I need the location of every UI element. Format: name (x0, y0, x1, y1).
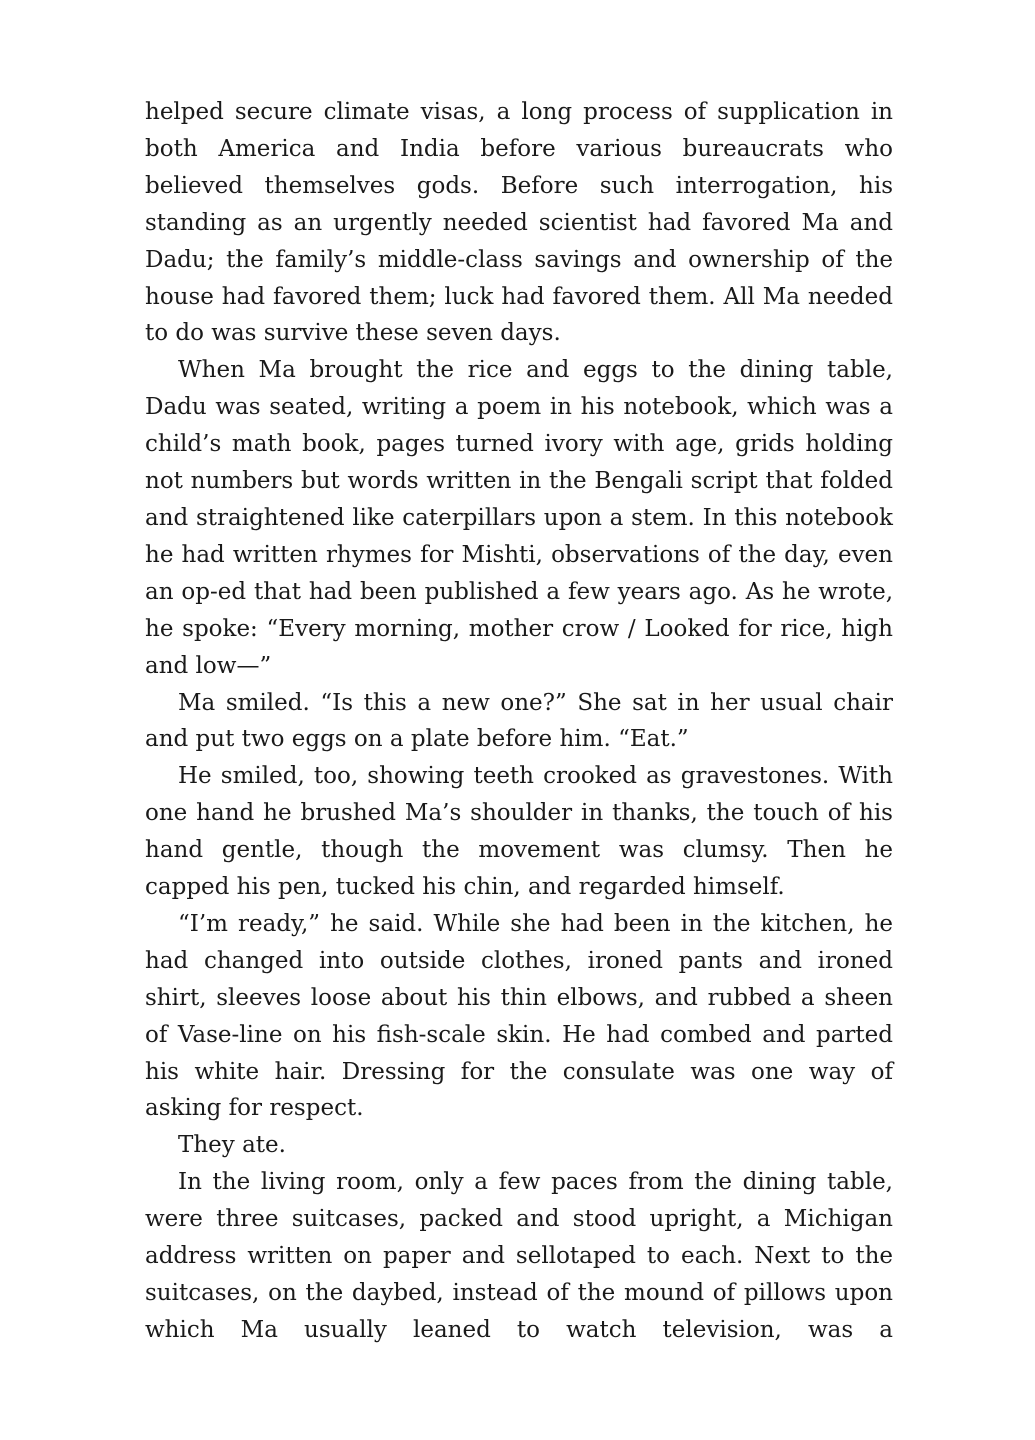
paragraph: When Ma brought the rice and eggs to the dining table, Dadu was seated, writing a poem in his notebook, which was a child’s math book, pages turned ivory with age, grids holding not numbers but words written in the Bengali script that folded and straightened like caterpillars upon a stem. In this notebook he had written rhymes for Mishti, observations of the day, even an op-ed that had been published a few years ago. As he wrote, he spoke: “Every morning, mother crow / Looked for rice, high and low—” (145, 357, 893, 679)
paragraph: He smiled, too, showing teeth crooked as gravestones. With one hand he brushed Ma’s shoulder in thanks, the touch of his hand gentle, though the movement was clumsy. Then he capped his pen, tucked his chin, and regarded himself. (145, 763, 893, 901)
paragraph: Ma smiled. “Is this a new one?” She sat in her usual chair and put two eggs on a plate before him. “Eat.” (145, 689, 893, 753)
paragraph: “I’m ready,” he said. While she had been in the kitchen, he had changed into outside clothes, ironed pants and ironed shirt, sleeves loose about his thin elbows, and rubbed a sheen of Vase-line on his fish-scale skin. He had combed and parted his white hair. Dressing for the consulate was one way of asking for respect. (145, 910, 893, 1122)
paragraph: helped secure climate visas, a long process of supplication in both America and India before various bureaucrats who believed themselves gods. Before such interrogation, his standing as an urgently needed scientist had favored Ma and Dadu; the family’s middle-class savings and ownership of the house had favored them; luck had favored them. All Ma needed to do was survive these seven days. (145, 99, 893, 347)
paragraph: In the living room, only a few paces from the dining table, were three suitcases, packed and stood upright, a Michigan address written on paper and sellotaped to each. Next to the suitcases, on the daybed, instead of the mound of pillows upon which Ma usually leaned to watch television, was a (145, 1169, 893, 1343)
book-page-body (145, 94, 893, 1349)
paragraph: They ate. (178, 1132, 286, 1159)
